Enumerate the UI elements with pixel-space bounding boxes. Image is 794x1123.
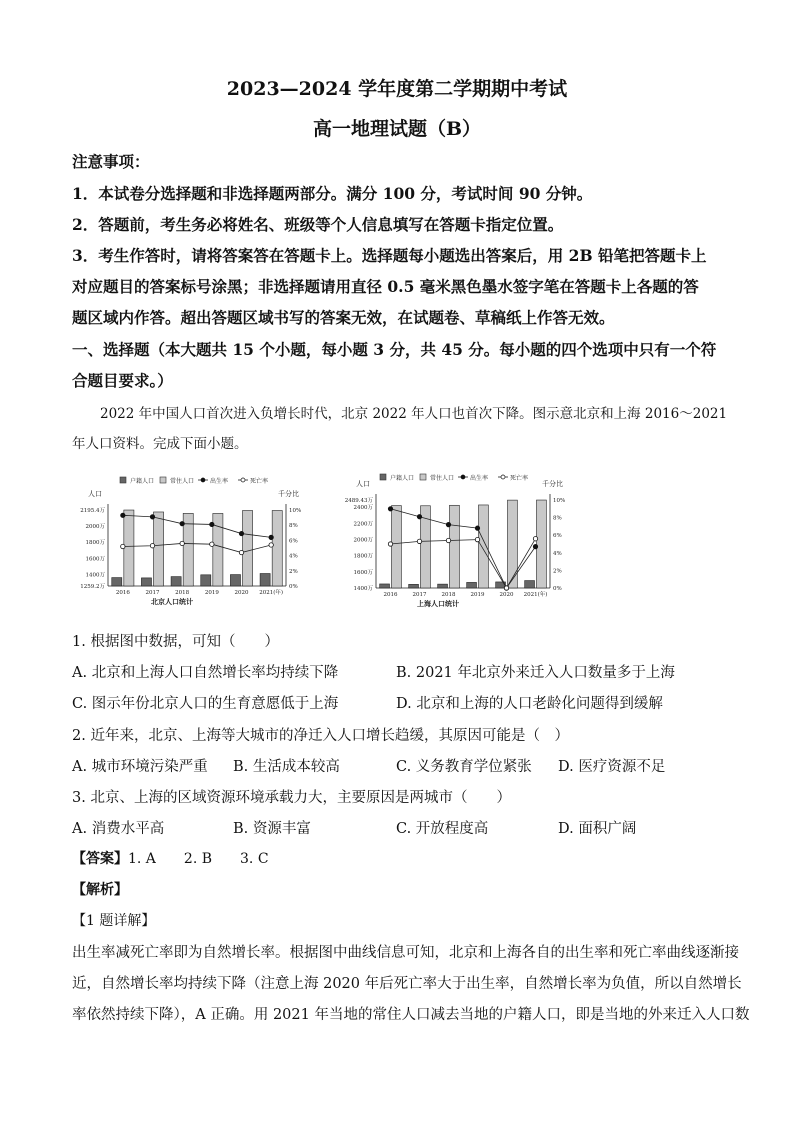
legend-label: 常住人口 bbox=[430, 475, 455, 482]
y2-tick-label: 4% bbox=[553, 550, 562, 557]
legend-marker bbox=[501, 475, 505, 479]
exam-title: 2023—2024 学年度第二学期期中考试 bbox=[226, 78, 568, 100]
q1-option-b[interactable]: B. 2021 年北京外来迁入人口数量多于上海 bbox=[396, 665, 675, 681]
population-charts bbox=[72, 468, 732, 618]
bar-changzhu bbox=[450, 505, 460, 588]
y2-tick-label: 2% bbox=[553, 568, 562, 575]
x-tick-label: 2018 bbox=[441, 592, 456, 598]
death-rate-point bbox=[417, 539, 421, 543]
exam-subtitle: 高一地理试题（B） bbox=[312, 118, 482, 140]
notice-item-1: 1．本试卷分选择题和非选择题两部分。满分 100 分，考试时间 90 分钟。 bbox=[72, 184, 593, 203]
bar-huji bbox=[112, 578, 122, 586]
y-axis-title: 人口 bbox=[356, 480, 370, 488]
bar-huji bbox=[260, 574, 270, 586]
legend-swatch bbox=[420, 474, 426, 480]
q3-option-c[interactable]: C. 开放程度高 bbox=[396, 821, 489, 837]
legend-label: 死亡率 bbox=[510, 475, 529, 482]
y-tick-label: 1259.2万 bbox=[80, 584, 105, 590]
q2-option-a[interactable]: A. 城市环境污染严重 bbox=[72, 759, 208, 775]
legend-label: 户籍人口 bbox=[390, 475, 415, 482]
bar-changzhu bbox=[154, 512, 164, 586]
intro-text-cont: 年人口资料。完成下面小题。 bbox=[72, 436, 248, 452]
analysis-label: 【解析】 bbox=[72, 882, 128, 898]
x-tick-label: 2021(年) bbox=[523, 592, 548, 598]
y2-axis-title: 千分比 bbox=[542, 480, 563, 488]
legend-label: 死亡率 bbox=[250, 478, 269, 485]
death-rate-point bbox=[150, 544, 154, 548]
birth-rate-point bbox=[446, 522, 450, 526]
y2-tick-label: 6% bbox=[553, 533, 562, 540]
bar-huji bbox=[380, 584, 390, 588]
chart-caption: 北京人口统计 bbox=[151, 597, 193, 606]
section-heading: 一、选择题（本大题共 15 个小题，每小题 3 分，共 45 分。每小题的四个选项中只有一个符 bbox=[72, 340, 717, 359]
bar-changzhu bbox=[243, 511, 253, 586]
birth-rate-point bbox=[533, 544, 537, 548]
bar-changzhu bbox=[537, 500, 547, 588]
y-axis-title: 人口 bbox=[88, 490, 102, 498]
y-tick-label: 2489.43万 bbox=[344, 498, 373, 504]
death-rate-point bbox=[180, 541, 184, 545]
birth-rate-point bbox=[269, 535, 273, 539]
death-rate-point bbox=[121, 544, 125, 548]
y2-tick-label: 10% bbox=[553, 498, 566, 504]
x-tick-label: 2017 bbox=[412, 592, 427, 598]
notice-item-2: 2．答题前，考生务必将姓名、班级等个人信息填写在答题卡指定位置。 bbox=[72, 215, 564, 234]
bar-huji bbox=[141, 578, 151, 586]
legend-marker bbox=[461, 475, 465, 479]
death-rate-point bbox=[210, 542, 214, 546]
death-rate-point bbox=[446, 538, 450, 542]
analysis-line-3: 率依然持续下降），A 正确。用 2021 年当地的常住人口减去当地的户籍人口，即是当地的外来迁入人口数 bbox=[72, 1007, 750, 1023]
section-heading-cont: 合题目要求。） bbox=[72, 371, 173, 390]
notice-item-3-end: 题区域内作答。超出答题区域书写的答案无效，在试题卷、草稿纸上作答无效。 bbox=[72, 308, 615, 327]
y-tick-label: 1800万 bbox=[85, 540, 105, 547]
y2-tick-label: 8% bbox=[289, 523, 298, 530]
chart-caption: 上海人口统计 bbox=[417, 599, 459, 608]
y2-axis-title: 千分比 bbox=[278, 490, 299, 498]
analysis-line-1: 出生率减死亡率即为自然增长率。根据图中曲线信息可知，北京和上海各自的出生率和死亡率曲线逐渐接 bbox=[72, 945, 739, 961]
legend-swatch bbox=[380, 474, 386, 480]
birth-rate-point bbox=[417, 515, 421, 519]
bar-changzhu bbox=[124, 510, 134, 586]
birth-rate-point bbox=[150, 515, 154, 519]
bar-huji bbox=[438, 584, 448, 588]
y2-tick-label: 4% bbox=[289, 553, 298, 560]
death-rate-point bbox=[533, 537, 537, 541]
answer-text: 1. A 2. B 3. C bbox=[128, 851, 269, 867]
birth-rate-point bbox=[210, 522, 214, 526]
y2-tick-label: 8% bbox=[553, 515, 562, 522]
notice-heading: 注意事项： bbox=[72, 152, 150, 171]
death-rate-point bbox=[239, 550, 243, 554]
bar-huji bbox=[409, 584, 419, 588]
legend-swatch bbox=[120, 477, 126, 483]
x-tick-label: 2019 bbox=[204, 590, 219, 596]
y2-tick-label: 0% bbox=[289, 584, 298, 590]
q1-option-c[interactable]: C. 图示年份北京人口的生育意愿低于上海 bbox=[72, 696, 339, 712]
bar-huji bbox=[525, 581, 535, 588]
question-2-stem: 2. 近年来，北京、上海等大城市的净迁入人口增长趋缓，其原因可能是（ ） bbox=[72, 728, 569, 744]
bar-huji bbox=[201, 575, 211, 586]
bar-huji bbox=[171, 577, 181, 586]
birth-rate-point bbox=[475, 526, 479, 530]
death-rate-point bbox=[269, 543, 273, 547]
legend-swatch bbox=[160, 477, 166, 483]
y-tick-label: 2200万 bbox=[353, 521, 373, 528]
y2-tick-label: 6% bbox=[289, 538, 298, 545]
x-tick-label: 2020 bbox=[499, 592, 514, 598]
y-tick-label: 2400万 bbox=[353, 505, 373, 512]
bar-changzhu bbox=[479, 505, 489, 588]
death-rate-point bbox=[475, 537, 479, 541]
y-tick-label: 1800万 bbox=[353, 553, 373, 560]
y-tick-label: 1400万 bbox=[353, 586, 373, 592]
q3-option-b[interactable]: B. 资源丰富 bbox=[233, 821, 311, 837]
legend-marker bbox=[241, 478, 245, 482]
q1-option-d[interactable]: D. 北京和上海的人口老龄化问题得到缓解 bbox=[396, 696, 663, 712]
notice-item-3: 3．考生作答时，请将答案答在答题卡上。选择题每小题选出答案后，用 2B 铅笔把答题卡上 bbox=[72, 246, 707, 265]
notice-item-3-cont: 对应题目的答案标号涂黑；非选择题请用直径 0.5 毫米黑色墨水签字笔在答题卡上各题的答 bbox=[72, 277, 699, 296]
legend-label: 出生率 bbox=[210, 478, 229, 485]
y2-tick-label: 2% bbox=[289, 568, 298, 575]
bar-changzhu bbox=[272, 511, 282, 586]
answer-line bbox=[72, 848, 732, 868]
analysis-line-2: 近，自然增长率均持续下降（注意上海 2020 年后死亡率大于出生率，自然增长率为负值，所以自然增长 bbox=[72, 976, 742, 992]
y-tick-label: 2195.4万 bbox=[80, 508, 105, 514]
x-tick-label: 2016 bbox=[383, 592, 398, 598]
y-tick-label: 1400万 bbox=[85, 572, 105, 579]
q2-option-d[interactable]: D. 医疗资源不足 bbox=[558, 759, 666, 775]
x-tick-label: 2016 bbox=[115, 590, 130, 596]
bar-huji bbox=[230, 575, 240, 586]
birth-rate-point bbox=[388, 507, 392, 511]
q3-option-d[interactable]: D. 面积广阔 bbox=[558, 821, 637, 837]
bar-changzhu bbox=[392, 506, 402, 588]
birth-rate-point bbox=[239, 531, 243, 535]
charts-svg bbox=[72, 468, 732, 618]
y-tick-label: 2000万 bbox=[353, 537, 373, 544]
y2-tick-label: 0% bbox=[553, 586, 562, 592]
analysis-subheading: 【1 题详解】 bbox=[72, 913, 156, 929]
question-1-stem: 1. 根据图中数据，可知（ ） bbox=[72, 634, 279, 650]
y2-tick-label: 10% bbox=[289, 508, 302, 514]
death-rate-point bbox=[504, 586, 508, 590]
legend-marker bbox=[201, 478, 205, 482]
q2-option-c[interactable]: C. 义务教育学位紧张 bbox=[396, 759, 532, 775]
x-tick-label: 2019 bbox=[470, 592, 485, 598]
bar-huji bbox=[467, 582, 477, 588]
q2-option-b[interactable]: B. 生活成本较高 bbox=[233, 759, 340, 775]
birth-rate-point bbox=[121, 513, 125, 517]
x-tick-label: 2021(年) bbox=[259, 590, 284, 596]
legend-label: 常住人口 bbox=[170, 478, 195, 485]
y-tick-label: 1600万 bbox=[85, 556, 105, 563]
x-tick-label: 2020 bbox=[234, 590, 249, 596]
question-3-stem: 3. 北京、上海的区域资源环境承载力大，主要原因是两城市（ ） bbox=[72, 790, 511, 806]
x-tick-label: 2017 bbox=[145, 590, 160, 596]
birth-rate-point bbox=[180, 521, 184, 525]
legend-label: 出生率 bbox=[470, 475, 489, 482]
death-rate-point bbox=[388, 542, 392, 546]
x-tick-label: 2018 bbox=[175, 590, 190, 596]
q1-option-a[interactable]: A. 北京和上海人口自然增长率均持续下降 bbox=[72, 665, 339, 681]
y-tick-label: 2000万 bbox=[85, 523, 105, 530]
intro-text: 2022 年中国人口首次进入负增长时代，北京 2022 年人口也首次下降。图示意北京和上海 2016～2021 bbox=[100, 406, 728, 422]
y-tick-label: 1600万 bbox=[353, 569, 373, 576]
answer-label: 【答案】 bbox=[72, 851, 128, 867]
q3-option-a[interactable]: A. 消费水平高 bbox=[72, 821, 165, 837]
legend-label: 户籍人口 bbox=[130, 478, 155, 485]
